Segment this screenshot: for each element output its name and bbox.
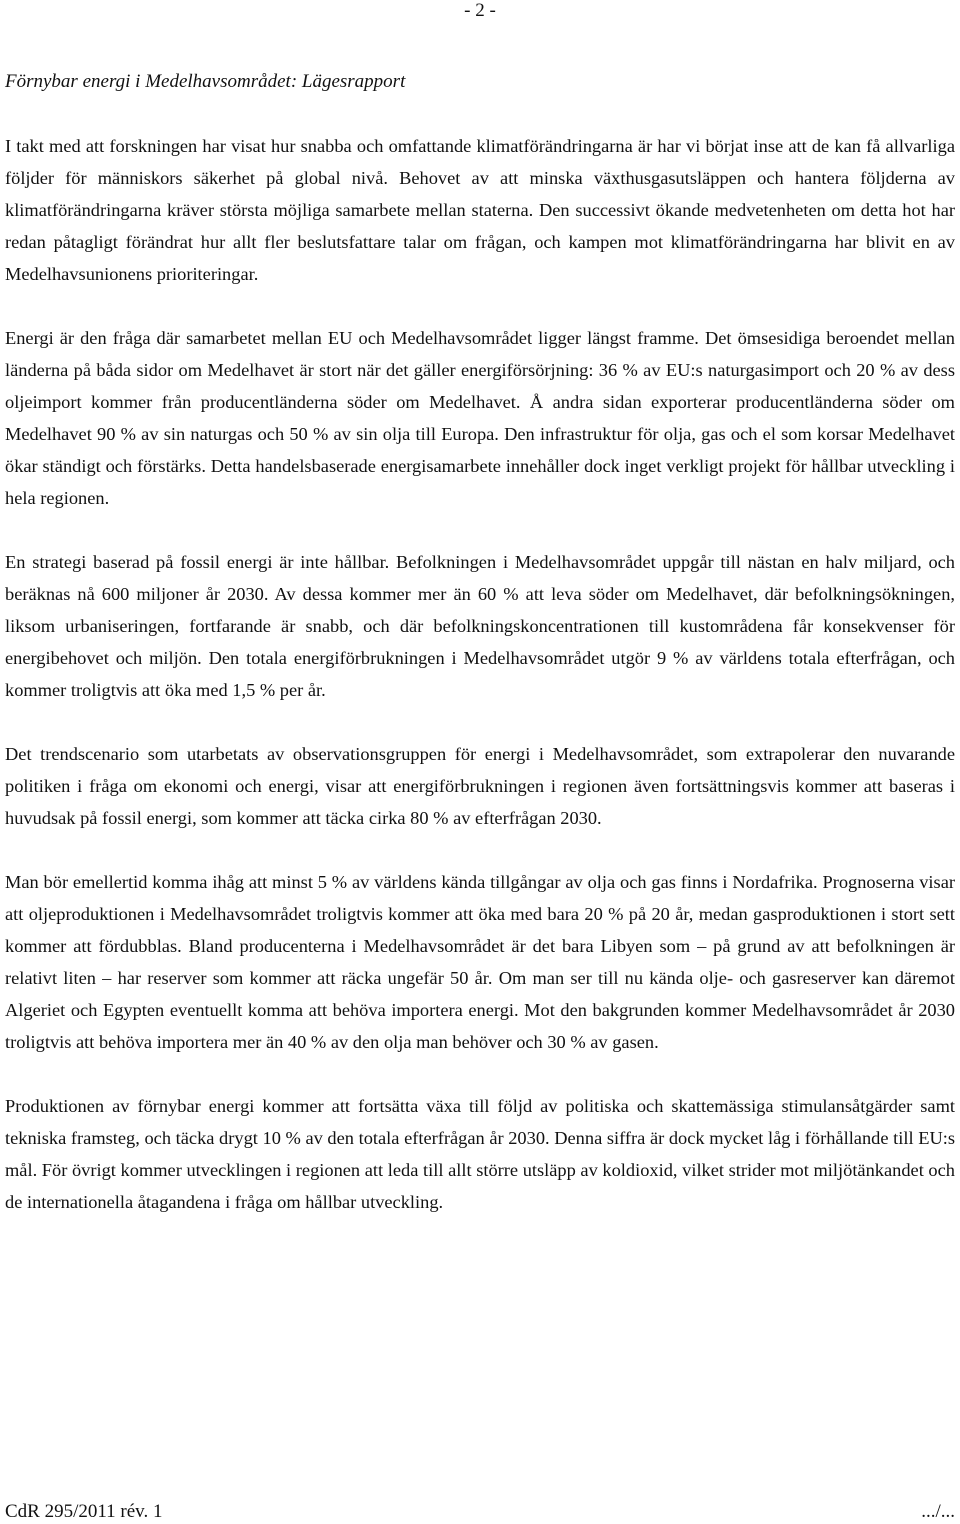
paragraph-6: Produktionen av förnybar energi kommer att fortsätta växa till följd av politiska och skattemässiga stimulansåtgärder samt tekniska framsteg, och täcka drygt 10 % av den totala efterfrågan år 2030. Denna siffra är dock mycket låg i förhållande till EU:s mål. För övrigt kommer utvecklingen i regionen att leda till allt större utsläpp av koldioxid, vilket strider mot miljötänkandet och de internationella åtagandena i fråga om hållbar utveckling. xyxy=(5,1096,955,1212)
paragraph-1: I takt med att forskningen har visat hur snabba och omfattande klimatförändringarna är har vi börjat inse att de kan få allvarliga följder för människors säkerhet på global nivå. Behovet av att minska växthusgasutsläppen och hantera följderna av klimatförändringarna kräver största möjliga samarbete mellan staterna. Den successivt ökande medvetenheten om detta hot har redan påtagligt förändrat hur allt fler beslutsfattare talar om frågan, och kampen mot klimatförändringarna har blivit en av Medelhavsunionens prioriteringar. xyxy=(5,136,955,284)
paragraph-5: Man bör emellertid komma ihåg att minst 5 % av världens kända tillgångar av olja och gas finns i Nordafrika. Prognoserna visar att oljeproduktionen i Medelhavsområdet troligtvis kommer att öka med bara 20 % på 20 år, medan gasproduktionen i stort sett kommer att fördubblas. Bland producenterna i Medelhavsområdet är det bara Libyen som – på grund av att befolkningen är relativt liten – har reserver som kommer att räcka ungefär 50 år. Om man ser till nu kända olje- och gasreserver kan däremot Algeriet och Egypten eventuellt komma att behöva importera energi. Mot den bakgrunden kommer Medelhavsområdet år 2030 troligtvis att behöva importera mer än 40 % av den olja man behöver och 30 % av gasen. xyxy=(5,872,955,1052)
document-body xyxy=(5,130,955,1218)
page-number: - 2 - xyxy=(464,0,496,21)
paragraph-4: Det trendscenario som utarbetats av observationsgruppen för energi i Medelhavsområdet, som extrapolerar den nuvarande politiken i fråga om ekonomi och energi, visar att energiförbrukningen i regionen även fortsättningsvis kommer att baseras i huvudsak på fossil energi, som kommer att täcka cirka 80 % av efterfrågan 2030. xyxy=(5,744,955,828)
paragraph-2: Energi är den fråga där samarbetet mellan EU och Medelhavsområdet ligger längst framme. Det ömsesidiga beroendet mellan länderna på båda sidor om Medelhavet är stort när det gäller energiförsörjning: 36 % av EU:s naturgasimport och 20 % av dess oljeimport kommer från producentländerna söder om Medelhavet. Å andra sidan exporterar producentländerna söder om Medelhavet 90 % av sin naturgas och 50 % av sin olja till Europa. Den infrastruktur för olja, gas och el som korsar Medelhavet ökar ständigt och förstärks. Detta handelsbaserade energisamarbete innehåller dock inget verkligt projekt för hållbar utveckling i hela regionen. xyxy=(5,328,955,508)
continuation-marker: .../... xyxy=(921,1501,955,1522)
document-title: Förnybar energi i Medelhavsområdet: Lägesrapport xyxy=(5,71,406,92)
paragraph-3: En strategi baserad på fossil energi är inte hållbar. Befolkningen i Medelhavsområdet uppgår till nästan en halv miljard, och beräknas nå 600 miljoner år 2030. Av dessa kommer mer än 60 % att leva söder om Medelhavet, där befolkningsökningen, liksom urbaniseringen, fortfarande är snabb, och där befolkningskoncentrationen till kustområdena får konsekvenser för energibehovet och miljön. Den totala energiförbrukningen i Medelhavsområdet utgör 9 % av världens totala efterfrågan, och kommer troligtvis att öka med 1,5 % per år. xyxy=(5,552,955,700)
document-reference: CdR 295/2011 rév. 1 xyxy=(5,1501,163,1522)
